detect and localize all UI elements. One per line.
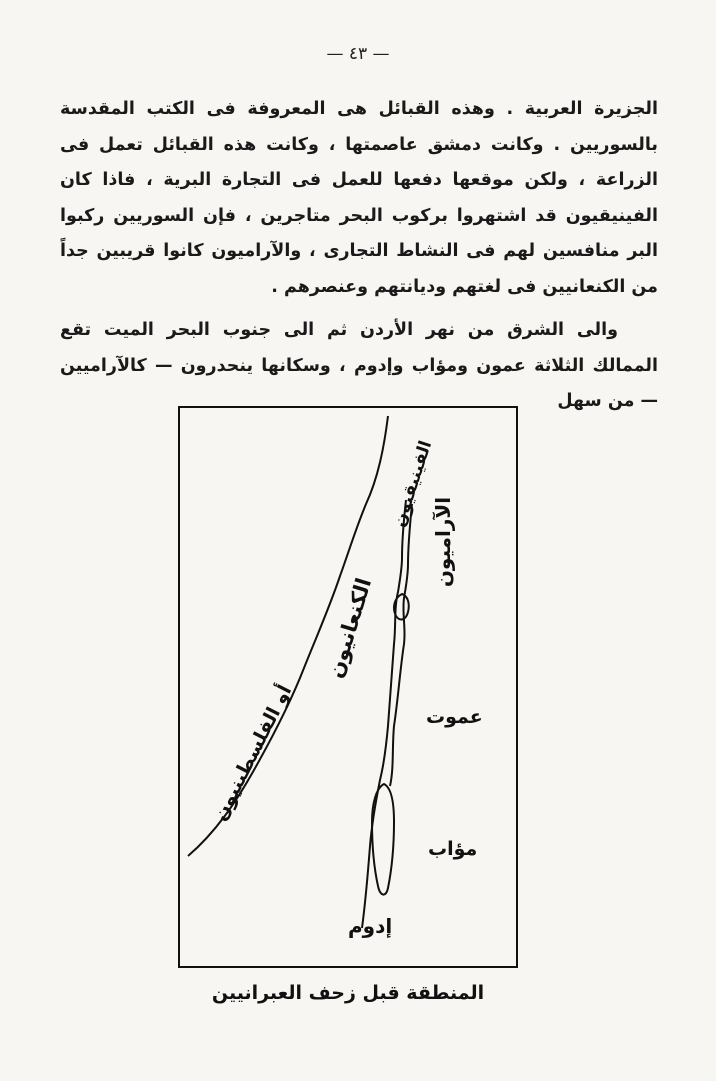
jordan-river-west [362,500,406,928]
map-drawing [180,408,516,966]
label-canaanites: الكنعانيون [323,575,377,681]
label-ammon: عموت [426,706,483,728]
label-arameans: الآراميون [431,496,456,588]
map-figure [178,406,518,968]
paragraph-1: الجزيرة العربية . وهذه القبائل هى المعروفة فى الكتب المقدسة بالسوريين . وكانت دمشق عاصمتها ، وكانت هذه القبائل تعمل فى الزراعة ، ولكن موقعها دفعها للعمل فى التجارة البرية ، فاذا كان الفينيقيون قد اشتهروا بركوب البحر متاجرين ، فإن السوريين ركبوا البر منافسين لهم فى النشاط التجارى ، والآراميون كانوا قريبين جداً من الكنعانيين فى لغتهم وديانتهم وعنصرهم . [60,99,658,297]
paragraph-2: والى الشرق من نهر الأردن ثم الى جنوب البحر الميت تقع الممالك الثلاثة عمون ومؤاب وإدوم ، وسكانها ينحدرون — كالآراميين — من سهل [60,320,658,411]
map-caption: المنطقة قبل زحف العبرانيين [211,982,485,1004]
label-edom: إدوم [348,914,393,938]
label-moab: مؤاب [428,838,478,860]
page-number: — ٤٣ — [326,44,390,64]
body-text [60,92,658,420]
label-phoenicians: الفينيقيون [389,438,437,530]
label-philistines: أو الفلسطينيون [208,681,297,825]
